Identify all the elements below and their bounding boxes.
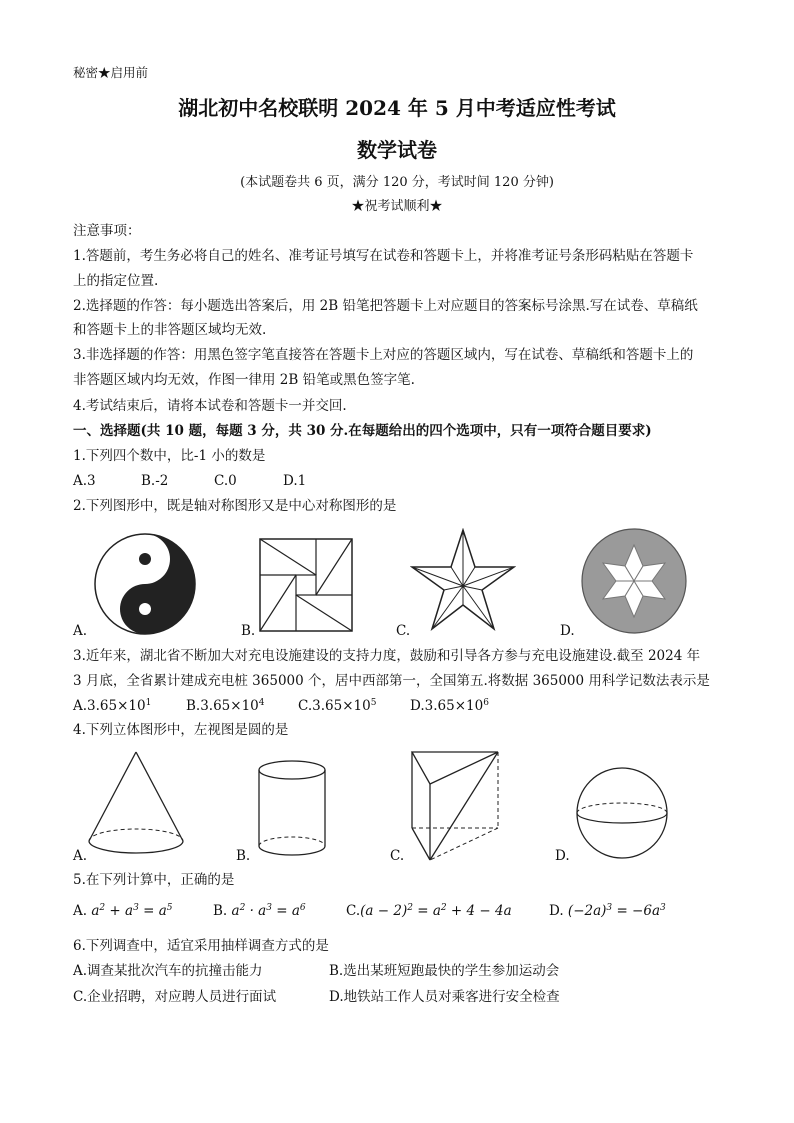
q5-option-a: A. $a^2 + a^3 = a^5$ (73, 903, 173, 919)
q4-stem: 4.下列立体图形中，左视图是圆的是 (73, 722, 289, 738)
hexagram-circle-figure (580, 527, 688, 635)
q6-option-c: C.企业招聘，对应聘人员进行面试 (73, 989, 277, 1005)
secret-label: 秘密★启用前 (73, 65, 149, 80)
q3-option-a: $A.3.65\times 10^1$ (73, 698, 152, 714)
note-2-line-1: 2.选择题的作答：每小题选出答案后，用 2B 铅笔把答题卡上对应题目的答案标号涂黑.写在试卷、草稿纸 (73, 298, 698, 314)
q2-option-b: B. (241, 623, 256, 639)
q2-option-a: A. (73, 623, 88, 639)
q1-option-c: C.0 (214, 473, 237, 489)
note-1-line-2: 上的指定位置. (73, 273, 159, 289)
exam-title: 湖北初中名校联明 2024 年 5 月中考适应性考试 (178, 96, 616, 120)
q5-option-b: B. $a^2 \cdot a^3 = a^6$ (213, 903, 306, 919)
q2-stem: 2.下列图形中，既是轴对称图形又是中心对称图形的是 (73, 498, 397, 514)
q3-option-b: $B.3.65\times 10^4$ (186, 698, 265, 714)
note-4: 4.考试结束后，请将本试卷和答题卡一并交回. (73, 398, 347, 414)
q1-option-b: B.-2 (141, 473, 169, 489)
cylinder-figure (256, 758, 328, 860)
q1-option-a: A.3 (73, 473, 96, 489)
q3-option-d: $D.3.65\times 10^6$ (410, 698, 489, 714)
cone-figure (84, 750, 188, 860)
note-1-line-1: 1.答题前，考生务必将自己的姓名、准考证号填写在试卷和答题卡上，并将准考证号条形码粘贴在答题卡 (73, 248, 694, 264)
q2-option-d: D. (560, 623, 575, 639)
yin-yang-figure (92, 531, 198, 637)
note-2-line-2: 和答题卡上的非答题区域均无效. (73, 322, 267, 338)
pinwheel-square-figure (258, 537, 354, 633)
q2-option-c: C. (396, 623, 411, 639)
sphere-figure (574, 765, 670, 861)
wish-line: ★祝考试顺利★ (351, 199, 443, 214)
triangular-prism-figure (408, 748, 502, 864)
note-3-line-2: 非答题区域内均无效，作图一律用 2B 铅笔或黑色签字笔. (73, 372, 415, 388)
note-3-line-1: 3.非选择题的作答：用黑色签字笔直接答在答题卡上对应的答题区域内，写在试卷、草稿纸和答题卡上的 (73, 347, 694, 363)
q6-option-d: D.地铁站工作人员对乘客进行安全检查 (329, 989, 560, 1005)
q5-option-d: D. $(-2a)^3 = -6a^3$ (549, 903, 666, 919)
q6-option-a: A.调查某批次汽车的抗撞击能力 (73, 963, 263, 979)
q4-option-d: D. (555, 848, 570, 864)
star-figure (410, 528, 516, 632)
exam-info: (本试题卷共 6 页，满分 120 分，考试时间 120 分钟) (240, 175, 554, 190)
subject-title: 数学试卷 (357, 138, 437, 162)
q5-option-c: $C.(a - 2)^2 = a^2 + 4 - 4a$ (346, 903, 512, 919)
q6-stem: 6.下列调查中，适宜采用抽样调查方式的是 (73, 938, 329, 954)
q3-stem-line-2: 3 月底，全省累计建成充电桩 365000 个，居中西部第一，全国第五.将数据 365000 用科学记数法表示是 (73, 673, 710, 689)
notes-heading: 注意事项： (73, 223, 141, 239)
q5-stem: 5.在下列计算中，正确的是 (73, 872, 235, 888)
q1-option-d: D.1 (283, 473, 307, 489)
q1-stem: 1.下列四个数中，比-1 小的数是 (73, 448, 266, 464)
q6-option-b: B.选出某班短跑最快的学生参加运动会 (329, 963, 560, 979)
q3-stem-line-1: 3.近年来，湖北省不断加大对充电设施建设的支持力度，鼓励和引导各方参与充电设施建设.截至 2024 年 (73, 648, 701, 664)
section-heading: 一、选择题(共 10 题，每题 3 分，共 30 分.在每题给出的四个选项中，只有一项符合题目要求) (73, 423, 652, 439)
q4-option-c: C. (390, 848, 405, 864)
q3-option-c: $C.3.65\times 10^5$ (298, 698, 377, 714)
q4-option-b: B. (236, 848, 251, 864)
q4-option-a: A. (73, 848, 88, 864)
